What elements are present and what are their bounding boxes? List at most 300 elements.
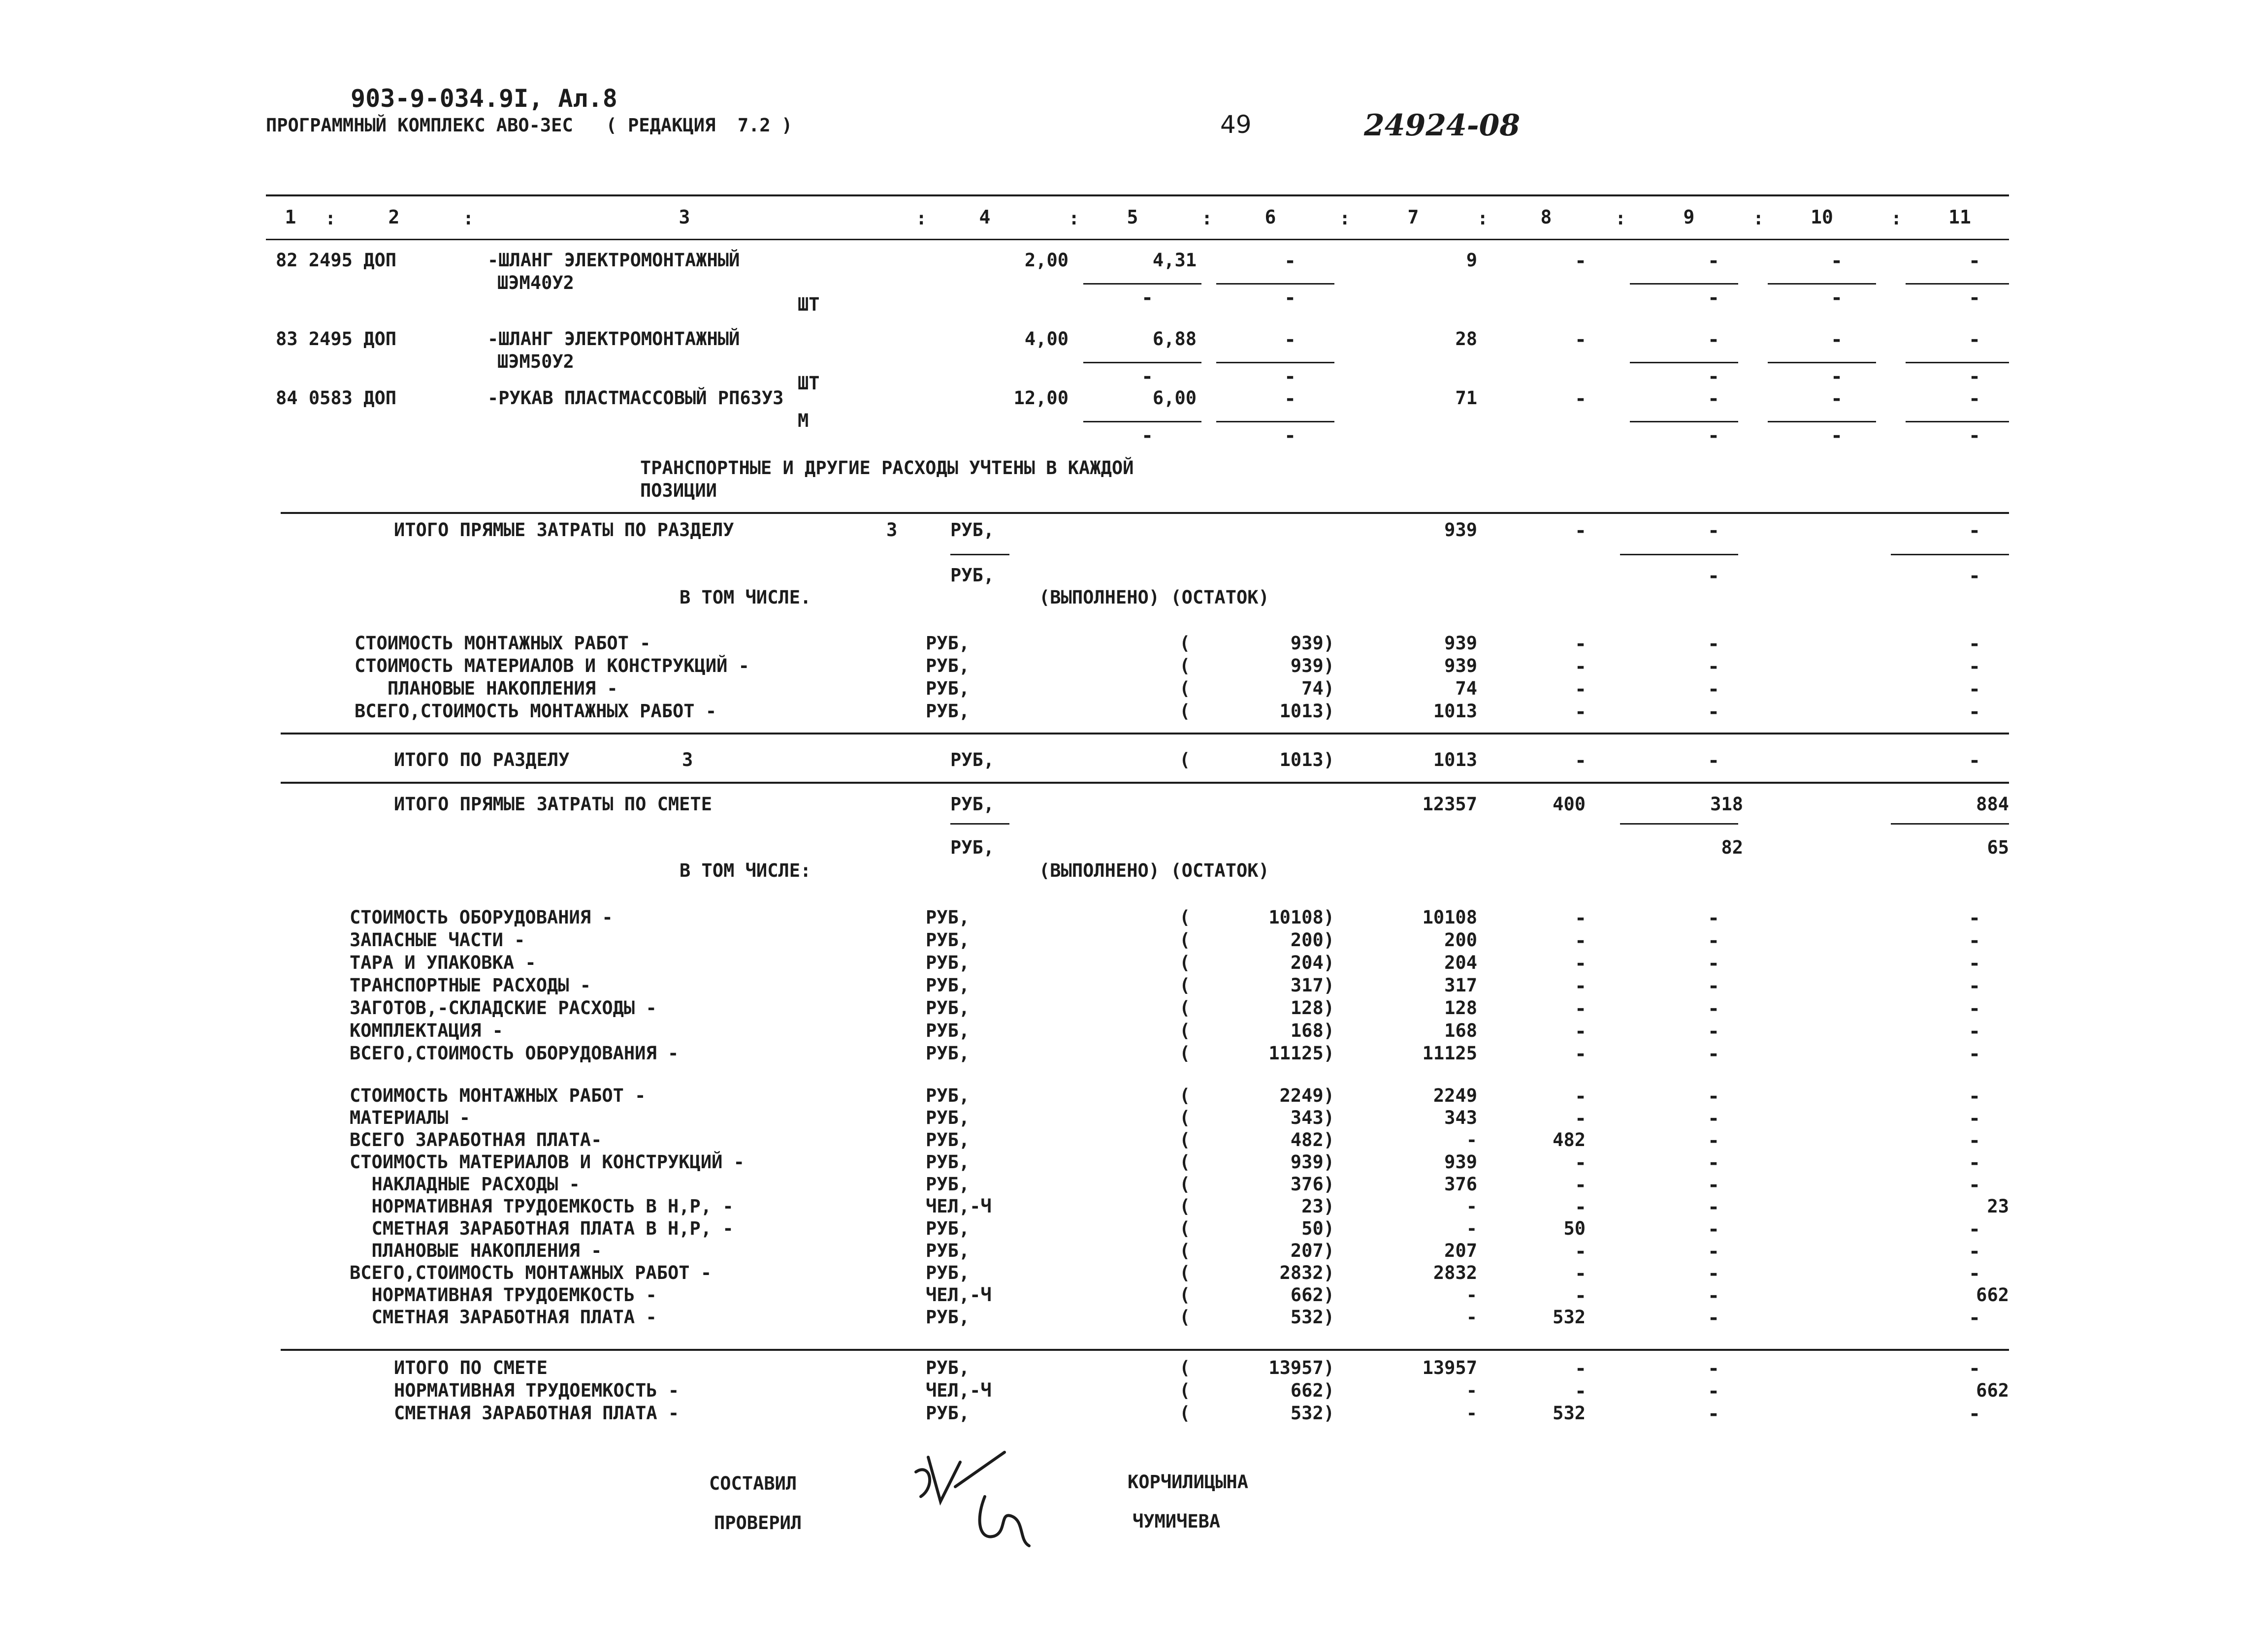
installation-row-col8: 482 — [1553, 1129, 1586, 1150]
installation-row-label: НОРМАТИВНАЯ ТРУДОЕМКОСТЬ - — [350, 1284, 657, 1306]
item-col11: - — [1968, 250, 1981, 272]
item-sub-dash: - — [1968, 287, 1981, 309]
equipment-row-col11: - — [1968, 929, 1981, 952]
installation-row-label: ПЛАНОВЫЕ НАКОПЛЕНИЯ - — [350, 1240, 602, 1261]
equipment-row-paren: ( — [1179, 929, 1191, 951]
column-separator: : — [1615, 208, 1626, 229]
section-breakdown-unit: РУБ, — [926, 701, 970, 722]
equipment-row-rest: 168 — [1444, 1020, 1477, 1041]
installation-row-unit: РУБ, — [926, 1151, 970, 1173]
equipment-row-label: СТОИМОСТЬ ОБОРУДОВАНИЯ - — [350, 907, 613, 928]
equipment-row-unit: РУБ, — [926, 907, 970, 928]
estimate-grand-row-rest: - — [1466, 1380, 1477, 1401]
rule-top — [266, 194, 2009, 196]
item-price: 6,00 — [1152, 387, 1197, 409]
section-breakdown-rest: 939 — [1444, 633, 1477, 654]
item-rule — [1083, 362, 1201, 363]
estimate-total-col9: 318 — [1710, 794, 1743, 815]
installation-row-unit: РУБ, — [926, 1307, 970, 1328]
item-col11: - — [1968, 328, 1981, 351]
section-grand-done: 1013) — [1279, 749, 1334, 770]
column-number-8: 8 — [1540, 206, 1552, 228]
item-col8: - — [1574, 387, 1587, 410]
item-name: -РУКАВ ПЛАСТМАССОВЫЙ РП63У3 — [487, 387, 784, 409]
item-rule — [1083, 283, 1201, 285]
column-number-4: 4 — [979, 206, 991, 228]
item-sub-dash: - — [1830, 424, 1843, 447]
section-sub-rule — [950, 554, 1009, 555]
item-rule — [1906, 362, 2009, 363]
item-col9: - — [1707, 250, 1720, 272]
installation-row-col8: - — [1574, 1240, 1587, 1263]
estimate-grand-row-label: ИТОГО ПО СМЕТЕ — [394, 1357, 548, 1378]
equipment-row-rest: 11125 — [1422, 1043, 1477, 1064]
page-number: 49 — [1220, 110, 1252, 139]
item-quantity: 4,00 — [1024, 328, 1069, 350]
item-sub-dash: - — [1141, 365, 1154, 388]
rule-estimate-total — [281, 782, 2009, 784]
equipment-row-done: 200) — [1290, 929, 1334, 951]
estimate-sub-rule — [1620, 823, 1738, 825]
item-position: 83 2495 ДОП — [276, 328, 397, 350]
compiled-label: СОСТАВИЛ — [709, 1473, 797, 1494]
item-rule — [1768, 362, 1876, 363]
item-unit: М — [798, 410, 809, 431]
section-grand-rest: 1013 — [1433, 749, 1477, 770]
item-sub-dash: - — [1830, 365, 1843, 388]
equipment-row-label: ТРАНСПОРТНЫЕ РАСХОДЫ - — [350, 975, 591, 996]
handwritten-signature — [901, 1442, 1049, 1551]
equipment-row-unit: РУБ, — [926, 997, 970, 1019]
equipment-row-unit: РУБ, — [926, 975, 970, 996]
installation-row-label: ВСЕГО ЗАРАБОТНАЯ ПЛАТА- — [350, 1129, 602, 1150]
item-sub-dash: - — [1707, 287, 1720, 309]
installation-row-col11: - — [1968, 1151, 1981, 1174]
equipment-row-col9: - — [1707, 952, 1720, 975]
estimate-grand-row-col8: - — [1574, 1380, 1587, 1403]
equipment-row-col9: - — [1707, 929, 1720, 952]
section-breakdown-col11: - — [1968, 633, 1981, 655]
equipment-row-paren: ( — [1179, 952, 1191, 973]
installation-row-col11: - — [1968, 1174, 1981, 1196]
item-col10: - — [1830, 328, 1843, 351]
column-separator: : — [1891, 208, 1902, 229]
section-breakdown-col9: - — [1707, 633, 1720, 655]
estimate-grand-row-col11: - — [1968, 1403, 1981, 1425]
installation-row-rest: 207 — [1444, 1240, 1477, 1261]
estimate-grand-row-paren: ( — [1179, 1357, 1191, 1378]
estimate-grand-row-paren: ( — [1179, 1380, 1191, 1401]
estimate-grand-row-col8: 532 — [1553, 1403, 1586, 1424]
installation-row-paren: ( — [1179, 1240, 1191, 1261]
estimate-grand-row-col9: - — [1707, 1380, 1720, 1403]
installation-row-col11: 662 — [1976, 1284, 2009, 1306]
item-col7: 9 — [1466, 250, 1477, 271]
installation-row-done: 482) — [1290, 1129, 1334, 1150]
installation-row-rest: 2832 — [1433, 1262, 1477, 1283]
installation-row-col9: - — [1707, 1284, 1720, 1307]
estimate-sub-rule — [1891, 823, 2009, 825]
equipment-row-col8: - — [1574, 952, 1587, 975]
installation-row-label: СМЕТНАЯ ЗАРАБОТНАЯ ПЛАТА - — [350, 1307, 657, 1328]
item-sub-dash: - — [1968, 365, 1981, 388]
installation-row-paren: ( — [1179, 1218, 1191, 1239]
equipment-row-paren: ( — [1179, 907, 1191, 928]
column-separator: : — [1069, 208, 1080, 229]
installation-row-paren: ( — [1179, 1174, 1191, 1195]
installation-row-done: 376) — [1290, 1174, 1334, 1195]
installation-row-unit: ЧЕЛ,-Ч — [926, 1196, 992, 1217]
installation-row-label: СТОИМОСТЬ МАТЕРИАЛОВ И КОНСТРУКЦИЙ - — [350, 1151, 745, 1173]
item-col6: - — [1284, 250, 1296, 272]
item-rule — [1216, 362, 1334, 363]
item-col11: - — [1968, 387, 1981, 410]
installation-row-col8: - — [1574, 1284, 1587, 1307]
item-col9: - — [1707, 387, 1720, 410]
installation-row-paren: ( — [1179, 1107, 1191, 1128]
equipment-row-label: ТАРА И УПАКОВКА - — [350, 952, 536, 973]
rule-section-total — [281, 512, 2009, 514]
section-breakdown-done: 74) — [1301, 678, 1334, 699]
column-number-5: 5 — [1127, 206, 1138, 228]
column-number-10: 10 — [1811, 206, 1833, 228]
estimate-including-label: В ТОМ ЧИСЛЕ: — [680, 860, 811, 881]
column-number-7: 7 — [1407, 206, 1419, 228]
program-title: ПРОГРАММНЫЙ КОМПЛЕКС АВО-3ЕС ( РЕДАКЦИЯ 7.2 ) — [266, 115, 793, 136]
equipment-row-col8: - — [1574, 907, 1587, 929]
equipment-row-unit: РУБ, — [926, 1043, 970, 1064]
installation-row-col11: - — [1968, 1085, 1981, 1108]
equipment-row-col9: - — [1707, 975, 1720, 997]
section-breakdown-col11: - — [1968, 655, 1981, 678]
item-col7: 71 — [1455, 387, 1477, 409]
section-grand-col9: - — [1707, 749, 1720, 772]
equipment-row-col9: - — [1707, 1020, 1720, 1043]
item-quantity: 2,00 — [1024, 250, 1069, 271]
column-number-1: 1 — [285, 206, 296, 228]
installation-row-col11: - — [1968, 1107, 1981, 1130]
item-col8: - — [1574, 250, 1587, 272]
section-breakdown-unit: РУБ, — [926, 655, 970, 676]
section-total-col11: - — [1968, 519, 1981, 542]
compiled-name: КОРЧИЛИЦЫНА — [1128, 1471, 1249, 1493]
section-including-label: В ТОМ ЧИСЛЕ. — [680, 587, 811, 608]
installation-row-label: МАТЕРИАЛЫ - — [350, 1107, 471, 1128]
equipment-row-col9: - — [1707, 907, 1720, 929]
transport-note-line2: ПОЗИЦИИ — [640, 480, 717, 501]
installation-row-label: НАКЛАДНЫЕ РАСХОДЫ - — [350, 1174, 580, 1195]
item-col7: 28 — [1455, 328, 1477, 350]
installation-row-unit: РУБ, — [926, 1085, 970, 1106]
installation-row-unit: РУБ, — [926, 1218, 970, 1239]
installation-row-done: 207) — [1290, 1240, 1334, 1261]
installation-row-paren: ( — [1179, 1307, 1191, 1328]
equipment-row-rest: 204 — [1444, 952, 1477, 973]
section-sub-dash: - — [1968, 565, 1981, 587]
item-col10: - — [1830, 387, 1843, 410]
section-breakdown-col9: - — [1707, 655, 1720, 678]
installation-row-unit: ЧЕЛ,-Ч — [926, 1284, 992, 1306]
equipment-row-col9: - — [1707, 997, 1720, 1020]
equipment-row-rest: 200 — [1444, 929, 1477, 951]
equipment-row-label: ЗАПАСНЫЕ ЧАСТИ - — [350, 929, 525, 951]
section-grand-unit: РУБ, — [950, 749, 995, 770]
item-sub-dash: - — [1707, 365, 1720, 388]
transport-note-line1: ТРАНСПОРТНЫЕ И ДРУГИЕ РАСХОДЫ УЧТЕНЫ В КАЖДОЙ — [640, 457, 1134, 479]
installation-row-done: 662) — [1290, 1284, 1334, 1306]
document-code: 903-9-034.9I, Ал.8 — [351, 84, 617, 113]
installation-row-unit: РУБ, — [926, 1240, 970, 1261]
item-name-line2: ШЭМ40У2 — [497, 272, 574, 293]
column-separator: : — [325, 208, 336, 229]
estimate-grand-row-unit: РУБ, — [926, 1357, 970, 1378]
column-number-2: 2 — [388, 206, 400, 228]
installation-row-col9: - — [1707, 1196, 1720, 1218]
item-col6: - — [1284, 328, 1296, 351]
estimate-total-label: ИТОГО ПРЯМЫЕ ЗАТРАТЫ ПО СМЕТЕ — [394, 794, 713, 815]
equipment-row-done: 168) — [1290, 1020, 1334, 1041]
installation-row-col11: - — [1968, 1240, 1981, 1263]
column-separator: : — [1477, 208, 1489, 229]
column-number-6: 6 — [1264, 206, 1276, 228]
estimate-total-unit2: РУБ, — [950, 837, 995, 858]
equipment-row-col8: - — [1574, 997, 1587, 1020]
installation-row-rest: - — [1466, 1129, 1477, 1150]
installation-row-done: 50) — [1301, 1218, 1334, 1239]
equipment-row-paren: ( — [1179, 1043, 1191, 1064]
installation-row-label: НОРМАТИВНАЯ ТРУДОЕМКОСТЬ В Н,Р, - — [350, 1196, 734, 1217]
section-breakdown-col8: - — [1574, 633, 1587, 655]
installation-row-paren: ( — [1179, 1151, 1191, 1173]
installation-row-col11: - — [1968, 1307, 1981, 1329]
section-breakdown-col11: - — [1968, 678, 1981, 701]
equipment-row-done: 10108) — [1268, 907, 1334, 928]
item-name: -ШЛАНГ ЭЛЕКТРОМОНТАЖНЫЙ — [487, 328, 740, 350]
installation-row-col8: - — [1574, 1262, 1587, 1285]
equipment-row-col8: - — [1574, 1020, 1587, 1043]
item-price: 4,31 — [1152, 250, 1197, 271]
section-breakdown-paren: ( — [1179, 633, 1191, 654]
installation-row-col9: - — [1707, 1307, 1720, 1329]
section-sub-rule — [1620, 554, 1738, 555]
equipment-row-done: 128) — [1290, 997, 1334, 1019]
section-breakdown-done: 939) — [1290, 655, 1334, 676]
item-sub-dash: - — [1284, 365, 1296, 388]
equipment-row-done: 11125) — [1268, 1043, 1334, 1064]
estimate-grand-row-rest: 13957 — [1422, 1357, 1477, 1378]
installation-row-col8: - — [1574, 1107, 1587, 1130]
installation-row-col8: 532 — [1553, 1307, 1586, 1328]
item-sub-dash: - — [1284, 287, 1296, 309]
estimate-grand-row-label: НОРМАТИВНАЯ ТРУДОЕМКОСТЬ - — [394, 1380, 680, 1401]
installation-row-unit: РУБ, — [926, 1129, 970, 1150]
item-col6: - — [1284, 387, 1296, 410]
installation-row-col11: - — [1968, 1262, 1981, 1285]
column-separator: : — [1339, 208, 1351, 229]
section-breakdown-done: 1013) — [1279, 701, 1334, 722]
equipment-row-paren: ( — [1179, 997, 1191, 1019]
item-sub-dash: - — [1968, 424, 1981, 447]
estimate-total-col11: 884 — [1976, 794, 2009, 815]
installation-row-col9: - — [1707, 1218, 1720, 1241]
installation-row-rest: 939 — [1444, 1151, 1477, 1173]
equipment-row-unit: РУБ, — [926, 929, 970, 951]
section-breakdown-rest: 1013 — [1433, 701, 1477, 722]
estimate-total-col9b: 82 — [1721, 837, 1743, 858]
section-breakdown-label: СТОИМОСТЬ МАТЕРИАЛОВ И КОНСТРУКЦИЙ - — [355, 655, 749, 676]
equipment-row-rest: 128 — [1444, 997, 1477, 1019]
equipment-row-rest: 10108 — [1422, 907, 1477, 928]
column-number-3: 3 — [679, 206, 690, 228]
installation-row-rest: - — [1466, 1284, 1477, 1306]
estimate-grand-row-col9: - — [1707, 1357, 1720, 1380]
item-rule — [1768, 283, 1876, 285]
item-sub-dash: - — [1284, 424, 1296, 447]
installation-row-done: 532) — [1290, 1307, 1334, 1328]
installation-row-done: 2832) — [1279, 1262, 1334, 1283]
estimate-grand-row-done: 662) — [1290, 1380, 1334, 1401]
section-breakdown-col11: - — [1968, 701, 1981, 723]
installation-row-done: 23) — [1301, 1196, 1334, 1217]
estimate-sub-rule — [950, 823, 1009, 825]
equipment-row-label: КОМПЛЕКТАЦИЯ - — [350, 1020, 503, 1041]
installation-row-done: 2249) — [1279, 1085, 1334, 1106]
section-total-col9: - — [1707, 519, 1720, 542]
installation-row-col8: - — [1574, 1174, 1587, 1196]
item-rule — [1630, 362, 1738, 363]
section-breakdown-col9: - — [1707, 701, 1720, 723]
installation-row-col9: - — [1707, 1129, 1720, 1152]
rule-header-bottom — [266, 239, 2009, 240]
installation-row-col8: - — [1574, 1085, 1587, 1108]
item-rule — [1216, 421, 1334, 422]
estimate-grand-row-col11: 662 — [1976, 1380, 2009, 1401]
item-price: 6,88 — [1152, 328, 1197, 350]
installation-row-paren: ( — [1179, 1262, 1191, 1283]
equipment-row-col11: - — [1968, 1020, 1981, 1043]
section-breakdown-paren: ( — [1179, 655, 1191, 676]
section-breakdown-col8: - — [1574, 701, 1587, 723]
installation-row-col8: - — [1574, 1196, 1587, 1218]
section-grand-paren: ( — [1179, 749, 1191, 770]
estimate-grand-row-done: 532) — [1290, 1403, 1334, 1424]
installation-row-rest: - — [1466, 1218, 1477, 1239]
equipment-row-col11: - — [1968, 907, 1981, 929]
item-col10: - — [1830, 250, 1843, 272]
item-sub-dash: - — [1830, 287, 1843, 309]
item-position: 82 2495 ДОП — [276, 250, 397, 271]
item-sub-dash: - — [1141, 424, 1154, 447]
installation-row-col11: 23 — [1987, 1196, 2009, 1217]
column-separator: : — [1201, 208, 1213, 229]
item-name-line2: ШЭМ50У2 — [497, 351, 574, 372]
installation-row-label: СТОИМОСТЬ МОНТАЖНЫХ РАБОТ - — [350, 1085, 646, 1106]
installation-row-paren: ( — [1179, 1196, 1191, 1217]
equipment-row-col8: - — [1574, 975, 1587, 997]
section-total-label: ИТОГО ПРЯМЫЕ ЗАТРАТЫ ПО РАЗДЕЛУ — [394, 519, 734, 541]
section-breakdown-col9: - — [1707, 678, 1720, 701]
item-rule — [1906, 421, 2009, 422]
installation-row-col9: - — [1707, 1085, 1720, 1108]
column-separator: : — [1753, 208, 1764, 229]
item-rule — [1630, 283, 1738, 285]
section-total-col8: - — [1574, 519, 1587, 542]
item-rule — [1216, 283, 1334, 285]
estimate-grand-row-unit: РУБ, — [926, 1403, 970, 1424]
column-separator: : — [463, 208, 474, 229]
item-rule — [1768, 421, 1876, 422]
item-name: -ШЛАНГ ЭЛЕКТРОМОНТАЖНЫЙ — [487, 250, 740, 271]
equipment-row-paren: ( — [1179, 975, 1191, 996]
equipment-row-unit: РУБ, — [926, 1020, 970, 1041]
estimate-grand-row-unit: ЧЕЛ,-Ч — [926, 1380, 992, 1401]
section-number: 3 — [886, 519, 898, 541]
checked-label: ПРОВЕРИЛ — [714, 1512, 802, 1533]
item-sub-dash: - — [1707, 424, 1720, 447]
installation-row-done: 343) — [1290, 1107, 1334, 1128]
item-quantity: 12,00 — [1013, 387, 1069, 409]
item-unit: ШТ — [798, 373, 820, 394]
estimate-including-header: (ВЫПОЛНЕНО) (ОСТАТОК) — [1039, 860, 1269, 881]
item-col9: - — [1707, 328, 1720, 351]
equipment-row-col11: - — [1968, 952, 1981, 975]
section-breakdown-unit: РУБ, — [926, 678, 970, 699]
section-breakdown-label: ПЛАНОВЫЕ НАКОПЛЕНИЯ - — [355, 678, 618, 699]
section-breakdown-paren: ( — [1179, 701, 1191, 722]
installation-row-col9: - — [1707, 1240, 1720, 1263]
equipment-row-col11: - — [1968, 997, 1981, 1020]
section-grand-number: 3 — [682, 749, 693, 770]
installation-row-done: 939) — [1290, 1151, 1334, 1173]
item-unit: ШТ — [798, 294, 820, 315]
equipment-row-col8: - — [1574, 929, 1587, 952]
installation-row-col9: - — [1707, 1262, 1720, 1285]
equipment-row-label: ВСЕГО,СТОИМОСТЬ ОБОРУДОВАНИЯ - — [350, 1043, 679, 1064]
column-number-11: 11 — [1948, 206, 1971, 228]
section-total-unit2: РУБ, — [950, 565, 995, 586]
installation-row-col9: - — [1707, 1151, 1720, 1174]
installation-row-paren: ( — [1179, 1085, 1191, 1106]
equipment-row-done: 317) — [1290, 975, 1334, 996]
estimate-grand-row-col11: - — [1968, 1357, 1981, 1380]
estimate-grand-row-label: СМЕТНАЯ ЗАРАБОТНАЯ ПЛАТА - — [394, 1403, 680, 1424]
item-rule — [1083, 421, 1201, 422]
column-separator: : — [916, 208, 927, 229]
section-sub-rule — [1891, 554, 2009, 555]
installation-row-unit: РУБ, — [926, 1107, 970, 1128]
estimate-grand-row-col9: - — [1707, 1403, 1720, 1425]
equipment-row-col11: - — [1968, 1043, 1981, 1065]
item-sub-dash: - — [1141, 287, 1154, 309]
installation-row-paren: ( — [1179, 1129, 1191, 1150]
equipment-row-rest: 317 — [1444, 975, 1477, 996]
item-col8: - — [1574, 328, 1587, 351]
section-breakdown-rest: 74 — [1455, 678, 1477, 699]
equipment-row-unit: РУБ, — [926, 952, 970, 973]
installation-row-paren: ( — [1179, 1284, 1191, 1306]
installation-row-rest: 376 — [1444, 1174, 1477, 1195]
estimate-total-col11b: 65 — [1987, 837, 2009, 858]
column-number-9: 9 — [1683, 206, 1695, 228]
installation-row-rest: - — [1466, 1307, 1477, 1328]
item-rule — [1630, 421, 1738, 422]
installation-row-col8: 50 — [1563, 1218, 1586, 1239]
section-breakdown-unit: РУБ, — [926, 633, 970, 654]
installation-row-label: ВСЕГО,СТОИМОСТЬ МОНТАЖНЫХ РАБОТ - — [350, 1262, 712, 1283]
equipment-row-col11: - — [1968, 975, 1981, 997]
section-including-header: (ВЫПОЛНЕНО) (ОСТАТОК) — [1039, 587, 1269, 608]
equipment-row-label: ЗАГОТОВ,-СКЛАДСКИЕ РАСХОДЫ - — [350, 997, 657, 1019]
